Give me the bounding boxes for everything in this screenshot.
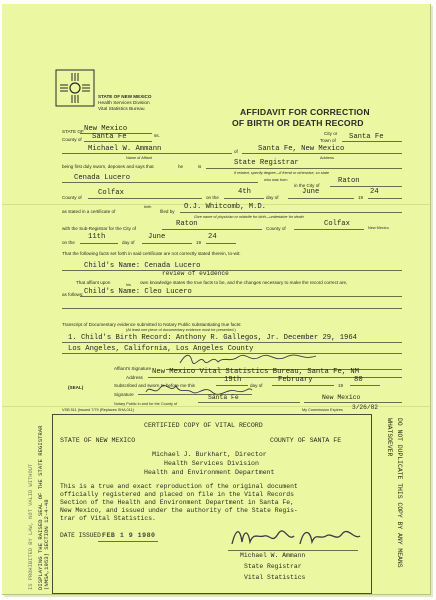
registrar-state: New Mexico <box>368 226 389 230</box>
form-title-line2: OF BIRTH OR DEATH RECORD <box>232 118 364 128</box>
city-or-label: City or <box>324 131 338 136</box>
filed-year-prefix: 19 <box>196 240 202 245</box>
registrar-county: Colfax <box>324 220 350 228</box>
notary-county: Santa Fe <box>208 394 239 401</box>
state-value: New Mexico <box>84 125 128 133</box>
county-label: County of <box>62 137 82 142</box>
commission-date: 3/26/82 <box>352 404 378 411</box>
left-margin-faint-text: IS PROHIBITED BY LAW, NOT VALID WITHOUT <box>28 463 34 590</box>
ss-label: ss. <box>154 133 160 138</box>
subscribed-month: February <box>278 376 313 384</box>
birth-county-label: County of <box>62 195 82 200</box>
certified-body-line: Section of the Health and Environment Department in Santa Fe, <box>60 499 294 506</box>
subscribed-text: Subscribed and sworn to before me this <box>114 383 195 388</box>
sworn-text: being first duly sworn, deposes and says that <box>62 164 154 169</box>
address-label: Address <box>126 375 143 380</box>
related-caption: If related, specify degree—if friend or otherwise, so state <box>234 171 329 175</box>
registrar-name: Michael W. Ammann <box>240 552 306 559</box>
subject-name: Cenada Lucero <box>74 174 131 182</box>
registrar-unit: Vital Statistics <box>244 574 306 581</box>
filed-by-label: filed by <box>160 209 175 214</box>
affiant-role: State Registrar <box>234 159 299 167</box>
incorrect-entry: Child's Name: Cenada Lucero <box>84 262 201 270</box>
seal-bureau: Vital Statistics Bureau <box>98 107 145 112</box>
certified-body-line: New Mexico, and issued under the authority of the State Regis- <box>60 507 298 514</box>
date-issued-stamp: FEB 1 9 1980 <box>102 532 156 539</box>
filed-caption: Give name of physician or midwife for birth—undertaker for death <box>194 215 304 219</box>
commission-label: My Commission Expires <box>302 408 343 412</box>
town-of-label: Town of <box>320 138 336 143</box>
zia-sun-icon <box>54 68 96 108</box>
registrar-city: Raton <box>176 220 198 228</box>
certified-title: CERTIFIED COPY OF VITAL RECORD <box>144 422 263 429</box>
on-the-label: on the <box>206 195 219 200</box>
certified-body-line: This is a true and exact reproduction of the original document <box>60 483 298 490</box>
as-follows-label: as follows: <box>62 292 84 297</box>
his-label: his <box>126 283 131 287</box>
handwritten-signature-icon <box>178 351 318 367</box>
right-margin-text: DO NOT DUPLICATE THIS COPY BY ANY MEANS WHATSOEVER <box>386 418 403 568</box>
birth-day: 4th <box>238 188 251 196</box>
filed-day-of-label: day of <box>122 240 135 245</box>
filed-day: 11th <box>88 233 106 241</box>
subscribed-year-prefix: 19 <box>338 383 344 388</box>
seal-label: (SEAL) <box>68 385 84 390</box>
seal-division: Health Services Division <box>98 101 150 106</box>
affiant-signature-label: Affiant's Signature <box>114 366 152 371</box>
notary-text: Notary Public in and for the County of <box>114 402 178 406</box>
birth-city: Raton <box>338 177 360 185</box>
evidence-note: review of evidence <box>162 270 229 277</box>
certified-division: Health Services Division <box>164 460 259 467</box>
town-value: Santa Fe <box>349 133 384 141</box>
certified-state: STATE OF NEW MEXICO <box>60 437 136 444</box>
state-label: STATE OF <box>62 129 84 134</box>
transcript-line-2: Los Angeles, California, Los Angeles County <box>68 345 254 353</box>
certified-body-line: trar of Vital Statistics. <box>60 515 156 522</box>
filed-by-value: O.J. Whitcomb, M.D. <box>184 203 266 211</box>
he-label: he <box>178 164 184 169</box>
affidavit-document <box>2 4 431 595</box>
certified-department: Health and Environment Department <box>144 469 275 476</box>
affiant-upon-label: That affiant upon <box>76 280 111 285</box>
subscribed-day: 19th <box>224 376 242 384</box>
transcript-line-1: 1. Child's Birth Record: Anthony R. Gallegos, Jr. December 29, 1964 <box>68 334 357 342</box>
correct-entry: Child's Name: Cleo Lucero <box>84 288 192 296</box>
registrar-title: State Registrar <box>244 563 302 570</box>
birth-county: Colfax <box>98 189 124 197</box>
affiant-address: Santa Fe, New Mexico <box>258 145 345 153</box>
transcript-heading: Transcript of Documentary evidence submitted to Notary Public substantiating true facts: <box>62 322 242 327</box>
state-seal-logo <box>54 68 96 108</box>
knowledge-statement: own knowledge states the true facts to be, and the changes necessary to make the record correct are, <box>140 280 348 285</box>
address-caption: Address <box>320 156 334 160</box>
certified-county: COUNTY OF SANTA FE <box>270 437 342 444</box>
filed-month: June <box>148 233 166 241</box>
of-label: of <box>234 149 238 154</box>
subscribed-year: 80 <box>354 376 363 384</box>
birth-label: birth <box>144 205 152 209</box>
was-born-label: who was born <box>264 178 288 182</box>
subscribed-day-of-label: day of <box>250 383 263 388</box>
birth-year: 24 <box>370 188 379 196</box>
name-of-affiant-caption: Name of Affiant <box>126 156 152 160</box>
form-code: VSB 511 (Issued 7/79 (Replaces SHA 011) <box>62 408 134 412</box>
notary-state: New Mexico <box>322 394 361 401</box>
notary-signature-label: Signature <box>114 392 134 397</box>
left-margin-text: DISPLAYING THE RAISED SEAL OF THE STATE REGISTRAR (NMSA,1953) SECTION 12-4-48 <box>37 425 51 590</box>
handwritten-signature-icon <box>230 524 362 550</box>
filed-on-the-label: on the <box>62 240 75 245</box>
sub-registrar-label: with the Sub-Registrar for the City of <box>62 226 137 231</box>
transcript-subheading: (At least one piece of documentary evidence must be presented.) <box>126 328 236 332</box>
facts-statement: That the following facts set forth in said certificate are not correctly stated therein, to-wit: <box>62 251 241 256</box>
date-issued-label: DATE ISSUED: <box>60 532 105 539</box>
city-of-label: in the City of <box>294 183 320 188</box>
certified-body-line: officially registered and placed on file in the Vital Records <box>60 491 294 498</box>
birth-year-prefix: 19 <box>358 195 364 200</box>
seal-state-of: STATE OF NEW MEXICO <box>98 94 152 99</box>
form-title-line1: AFFIDAVIT FOR CORRECTION <box>240 107 370 117</box>
as-stated-label: as stated in a certificate of <box>62 209 116 214</box>
is-label: is <box>198 164 202 169</box>
affiant-name: Michael W. Ammann <box>88 145 162 153</box>
filed-year: 24 <box>208 233 217 241</box>
birth-month: June <box>302 188 320 196</box>
affiant-sign-address: New Mexico Vital Statistics Bureau, Santa Fe, NM <box>152 368 360 376</box>
county-value: Santa Fe <box>92 133 127 141</box>
day-of-label: day of <box>266 195 279 200</box>
certified-official: Michael J. Burkhart, Director <box>152 451 267 458</box>
registrar-county-label: County of <box>266 226 286 231</box>
